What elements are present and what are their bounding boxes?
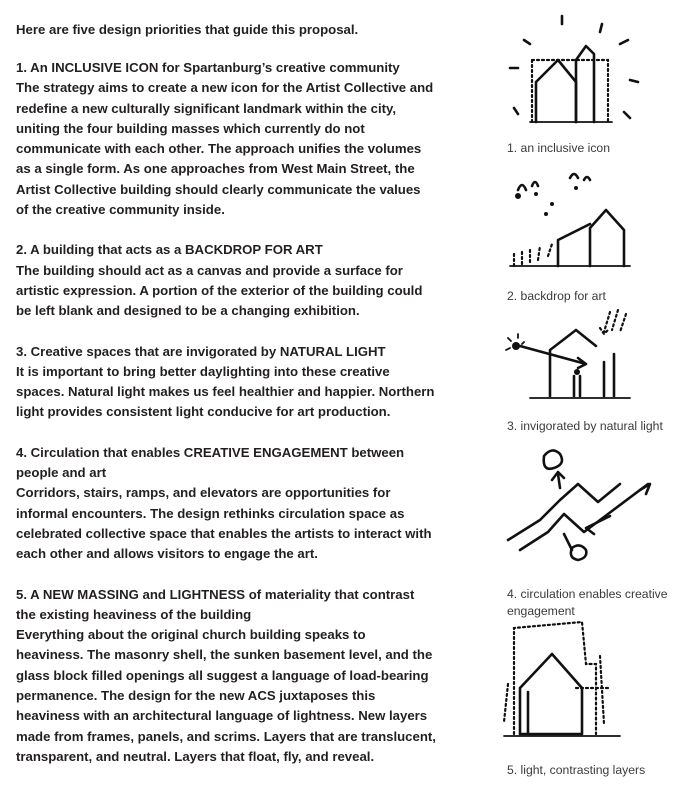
text-column xyxy=(16,20,436,787)
priority-2-heading: 2. A building that acts as a BACKDROP FOR ART xyxy=(16,242,323,258)
priority-1-body: The strategy aims to create a new icon for the Artist Collective and redefine a new culturally significant landmark within the city, uniting the four building masses which currently do not communicate with each other. The approach unifies the volumes as a single form. As one approaches from West Main Street, the Artist Collective building should clearly communicate the values of the creative community inside. xyxy=(16,80,434,218)
priority-3 xyxy=(16,342,436,423)
priority-5-body: Everything about the original church building speaks to heaviness. The masonry shell, the sunken basement level, and the glass block filled openings all suggest a language of load-bearing permanence. The design for the new ACS juxtaposes this heaviness with an architectural language of lightness. New layers made from frames, panels, and scrims. Layers that are translucent, transparent, and neutral. Layers that float, fly, and reveal. xyxy=(16,627,436,764)
priority-2-body: The building should act as a canvas and provide a surface for artistic expression. A portion of the exterior of the building could be left blank and designed to be a changing exhibition. xyxy=(16,262,423,319)
priority-4-body: Corridors, stairs, ramps, and elevators are opportunities for informal encounters. The design rethinks circulation space as celebrated collective space that enables the artists to interact with each other and allows visitors to engage the art. xyxy=(16,485,432,562)
priority-2 xyxy=(16,240,436,321)
priority-5-heading: 5. A NEW MASSING and LIGHTNESS of materiality that contrast the existing heaviness of the building xyxy=(16,586,415,622)
priority-4 xyxy=(16,443,436,565)
priority-3-heading: 3. Creative spaces that are invigorated by NATURAL LIGHT xyxy=(16,343,386,359)
priority-5 xyxy=(16,585,436,768)
house-icon-sketch xyxy=(500,10,650,128)
sketch-4-caption: 4. circulation enables creative engagement xyxy=(507,587,668,619)
priority-1-heading: 1. An INCLUSIVE ICON for Spartanburg’s creative community xyxy=(16,60,400,75)
intro-text: Here are five design priorities that guide this proposal. xyxy=(16,22,359,37)
natural-light-sketch xyxy=(500,302,650,402)
priority-4-heading: 4. Circulation that enables CREATIVE ENGAGEMENT between people and art xyxy=(16,444,405,481)
sketch-1-caption: 1. an inclusive icon xyxy=(507,141,610,156)
sketch-5-caption: 5. light, contrasting layers xyxy=(507,763,646,778)
sketch-column xyxy=(500,0,680,798)
sketch-3-caption: 3. invigorated by natural light xyxy=(507,419,663,434)
priority-3-body: It is important to bring better daylighting into these creative spaces. Natural light makes us feel healthier and happier. Northern light provides consistent light conducive for art production. xyxy=(16,363,435,420)
sketch-2-caption: 2. backdrop for art xyxy=(507,289,606,304)
layers-sketch xyxy=(500,618,650,742)
backdrop-sketch xyxy=(500,170,650,275)
circulation-sketch xyxy=(500,444,660,572)
priority-1 xyxy=(16,58,436,220)
